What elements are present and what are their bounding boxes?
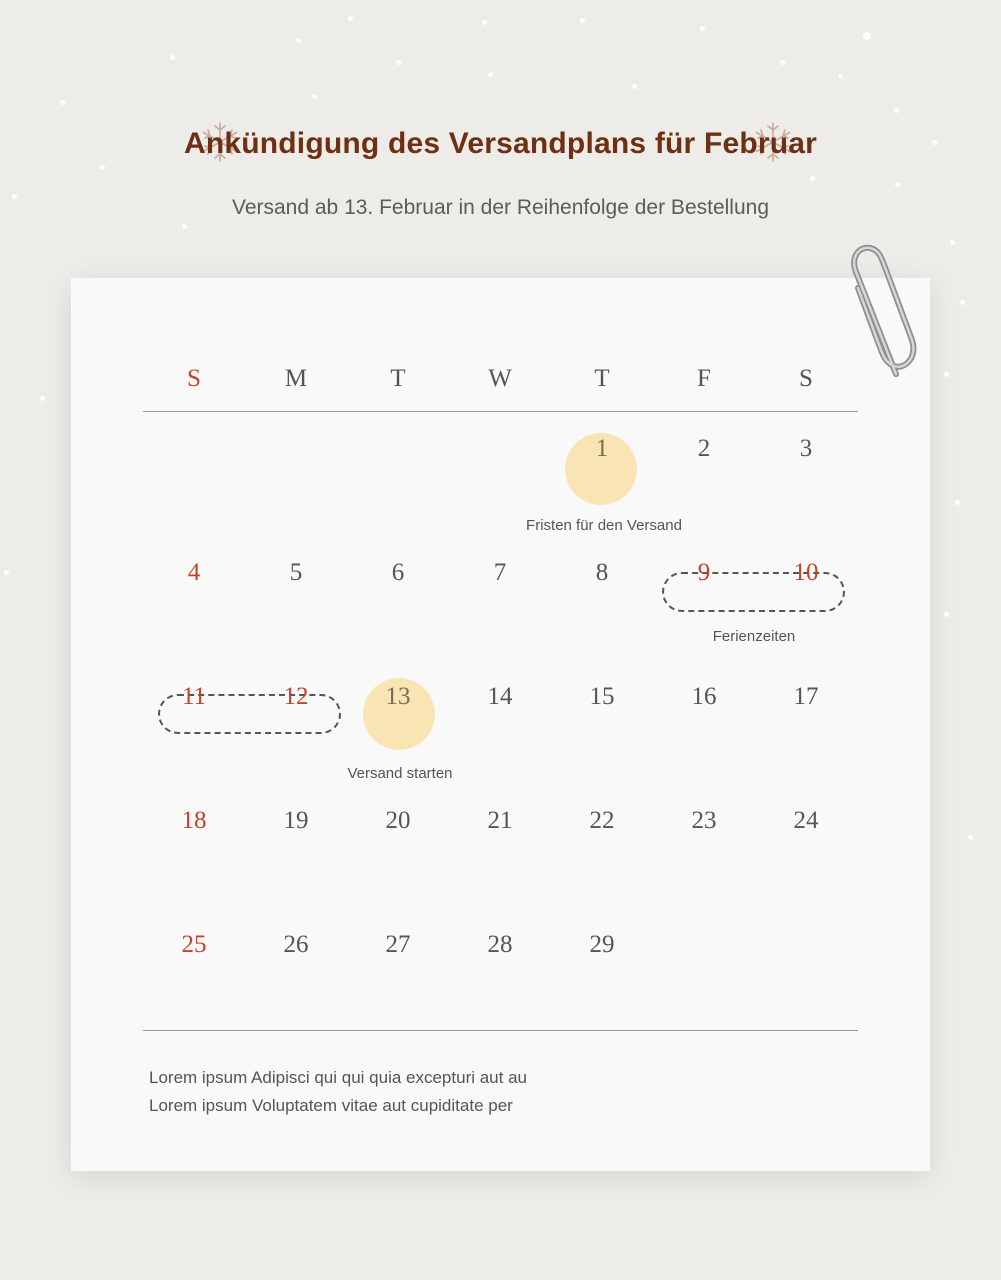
day-cell: 16 <box>691 683 717 710</box>
day-cell: 7 <box>493 559 507 586</box>
day-cell: 15 <box>589 683 615 710</box>
day-cell: 5 <box>289 559 303 586</box>
weekday-thursday: T <box>594 365 610 392</box>
note-holidays: Ferienzeiten <box>712 628 796 645</box>
weekday-monday: M <box>284 365 308 392</box>
day-cell: 14 <box>487 683 513 710</box>
day-cell: 27 <box>385 931 411 958</box>
day-cell: 1 <box>595 435 609 462</box>
day-cell: 11 <box>181 683 207 710</box>
day-cell: 21 <box>487 807 513 834</box>
paperclip-icon <box>838 242 918 387</box>
weekday-sunday: S <box>187 365 201 392</box>
day-cell: 24 <box>793 807 819 834</box>
day-cell: 23 <box>691 807 717 834</box>
day-cell: 6 <box>391 559 405 586</box>
day-cell: 29 <box>589 931 615 958</box>
weekday-tuesday: T <box>390 365 406 392</box>
day-cell: 25 <box>181 931 207 958</box>
weekday-friday: F <box>697 365 711 392</box>
day-cell: 8 <box>595 559 609 586</box>
day-cell: 4 <box>187 559 201 586</box>
day-cell: 28 <box>487 931 513 958</box>
day-cell: 19 <box>283 807 309 834</box>
day-cell: 17 <box>793 683 819 710</box>
page-title: Ankündigung des Versandplans für Februar <box>183 127 818 160</box>
footer-divider <box>143 1030 858 1031</box>
day-cell: 2 <box>697 435 711 462</box>
day-cell: 3 <box>799 435 813 462</box>
note-shipping-deadline: Fristen für den Versand <box>526 517 682 534</box>
page-subtitle: Versand ab 13. Februar in der Reihenfolge der Bestellung <box>231 196 770 219</box>
day-cell: 20 <box>385 807 411 834</box>
day-cell: 13 <box>385 683 411 710</box>
footer-text-line-1: Lorem ipsum Adipisci qui qui quia excepturi aut au <box>149 1068 527 1087</box>
weekday-wednesday: W <box>488 365 512 392</box>
footer-text-line-2: Lorem ipsum Voluptatem vitae aut cupiditate per <box>149 1096 513 1115</box>
header-divider <box>143 411 858 412</box>
day-cell: 18 <box>181 807 207 834</box>
day-cell: 26 <box>283 931 309 958</box>
weekday-saturday: S <box>799 365 813 392</box>
day-cell: 22 <box>589 807 615 834</box>
day-cell: 10 <box>793 559 819 586</box>
day-cell: 9 <box>697 559 711 586</box>
note-shipping-start: Versand starten <box>347 765 453 782</box>
day-cell: 12 <box>283 683 309 710</box>
